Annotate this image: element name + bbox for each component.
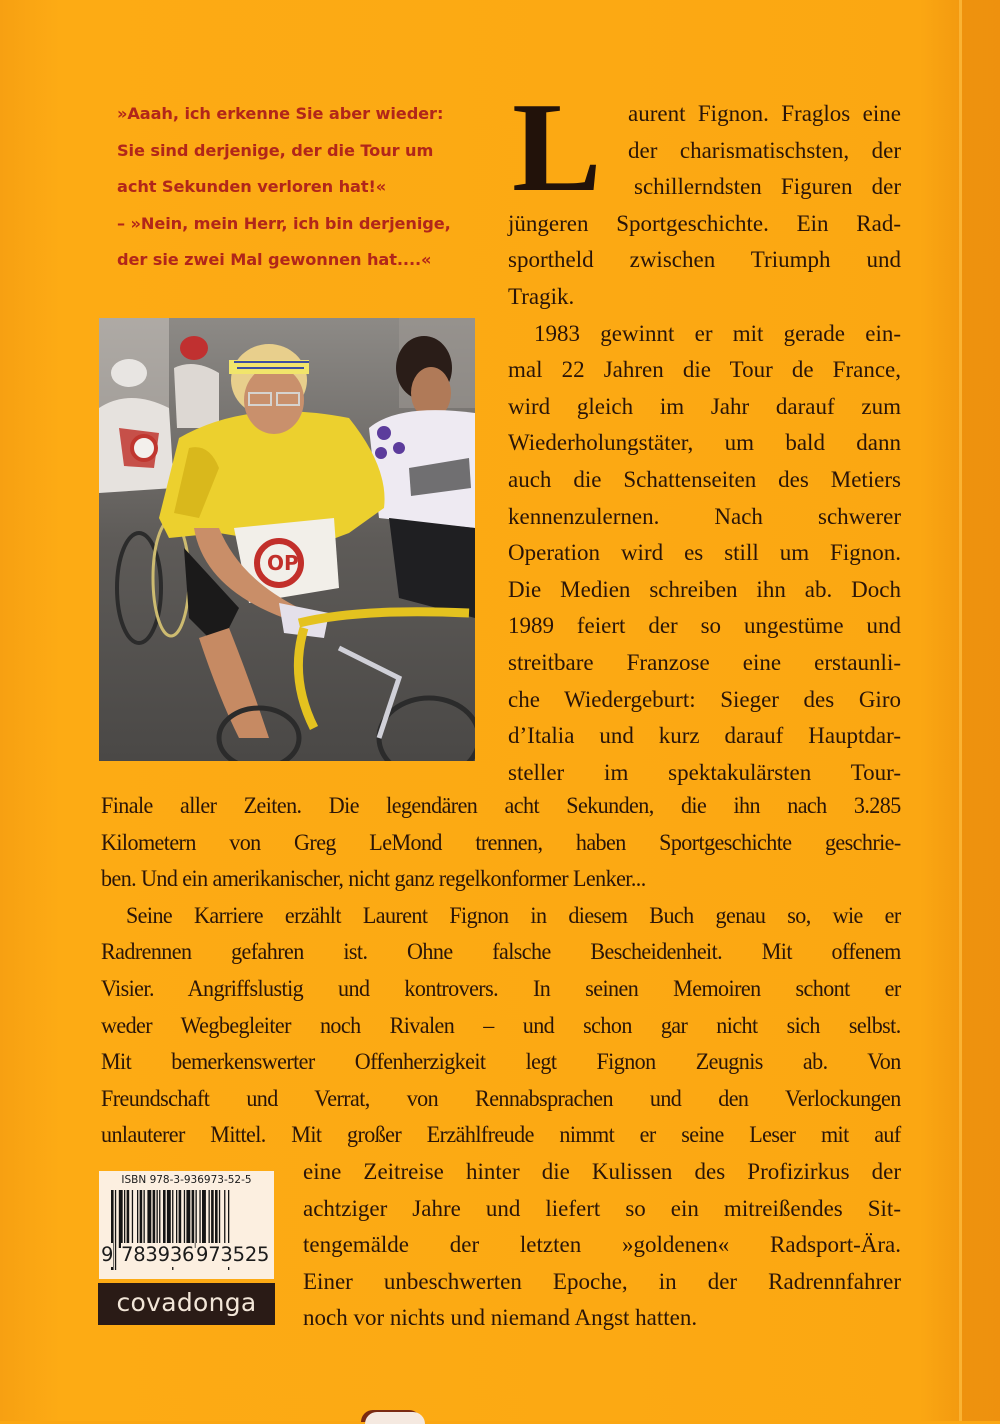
blurb-line: che Wiedergeburt: Sieger des Giro: [508, 686, 901, 712]
blurb-line: Einer unbeschwerten Epoche, in der Radrennfahrer: [303, 1268, 901, 1294]
barcode-bar: [132, 1190, 133, 1248]
barcode-bar: [186, 1190, 190, 1248]
barcode-bar: [159, 1190, 160, 1248]
blurb-line: noch vor nichts und niemand Angst hatten.: [303, 1305, 698, 1331]
barcode-digit-first: 9: [101, 1243, 114, 1266]
blurb-line: Finale aller Zeiten. Die legendären acht Sekunden, die ihn nach 3.285: [101, 793, 901, 818]
barcode-digits: [99, 1243, 274, 1269]
barcode-digits-left: 783936: [121, 1243, 195, 1266]
quote-line: – »Nein, mein Herr, ich bin derjenige,: [117, 213, 451, 233]
blurb-line: jüngeren Sportgeschichte. Ein Rad-: [508, 210, 901, 236]
blurb-line: ben. Und ein amerikanischer, nicht ganz regelkonformer Lenker...: [101, 866, 646, 892]
pull-quote: [117, 96, 487, 279]
barcode-bar: [119, 1190, 123, 1248]
barcode-bar: [224, 1190, 225, 1248]
barcode-bar: [199, 1190, 200, 1248]
barcode-bar: [137, 1190, 138, 1248]
cyclist-photo: [99, 318, 475, 761]
barcode-bar: [157, 1190, 158, 1248]
blurb-line: mal 22 Jahren die Tour de France,: [508, 357, 901, 383]
svg-text:OP: OP: [267, 551, 299, 575]
quote-line: acht Sekunden verloren hat!«: [117, 177, 387, 196]
blurb-line: Kilometern von Greg LeMond trennen, haben Sportgeschichte geschrie-: [101, 829, 901, 855]
blurb-line: auch die Schattenseiten des Metiers: [508, 466, 901, 492]
blurb-line: weder Wegbegleiter noch Rivalen – und schon gar nicht sich selbst.: [101, 1012, 901, 1038]
cover-notch: [365, 1412, 425, 1424]
barcode-bar: [140, 1190, 143, 1248]
blurb-line: d’Italia und kurz darauf Hauptdar-: [508, 723, 901, 749]
barcode-bar: [124, 1190, 125, 1248]
blurb-line: unlauterer Mittel. Mit großer Erzählfreude nimmt er seine Leser mit auf: [101, 1122, 901, 1148]
barcode-bar: [144, 1190, 145, 1248]
barcode-bar: [211, 1190, 214, 1248]
blurb-line: eine Zeitreise hinter die Kulissen des Profizirkus der: [303, 1159, 901, 1184]
barcode-bar: [176, 1190, 177, 1248]
barcode-bar: [153, 1190, 156, 1248]
barcode-bar: [215, 1190, 218, 1248]
blurb-line: 1989 feiert der so ungestüme und: [508, 613, 901, 639]
barcode-bar: [202, 1190, 206, 1248]
blurb-line: der charismatischsten, der: [628, 137, 901, 163]
blurb-right-column: [508, 76, 901, 791]
barcode-bar: [127, 1190, 130, 1248]
drop-cap: L: [512, 76, 602, 218]
blurb-line: schillerndsten Figuren der: [634, 174, 901, 200]
blurb-line: sportheld zwischen Triumph und: [508, 247, 901, 273]
isbn-barcode: [99, 1171, 274, 1279]
blurb-line: Die Medien schreiben ihn ab. Doch: [508, 576, 901, 602]
blurb-line: wird gleich im Jahr darauf zum: [508, 393, 901, 419]
barcode-bar: [167, 1190, 171, 1248]
blurb-line: tengemälde der letzten »goldenen« Radsport-Ära.: [303, 1232, 901, 1258]
publisher-logo: covadonga: [98, 1283, 275, 1325]
cyclist-photo-illustration: [99, 318, 475, 761]
blurb-line: Radrennen gefahren ist. Ohne falsche Bescheidenheit. Mit offenem: [101, 939, 901, 965]
blurb-line: streitbare Franzose eine erstaunli-: [508, 649, 901, 675]
blurb-line: aurent Fignon. Fraglos eine: [628, 101, 901, 126]
quote-line: Sie sind derjenige, der die Tour um: [117, 140, 434, 160]
barcode-bar: [209, 1190, 210, 1248]
barcode-bar: [163, 1190, 166, 1248]
blurb-line: Operation wird es still um Fignon.: [508, 540, 901, 566]
barcode-bar: [147, 1190, 151, 1248]
blurb-line: Tragik.: [508, 283, 575, 309]
blurb-line: achtziger Jahre und liefert so ein mitreißendes Sit-: [303, 1195, 901, 1221]
blurb-full-width: [101, 788, 901, 1154]
blurb-line: 1983 gewinnt er mit gerade ein-: [534, 320, 901, 346]
barcode-digits-right: 973525: [196, 1243, 270, 1266]
blurb-bottom: [303, 1154, 901, 1337]
cover-edge: [962, 0, 1000, 1421]
blurb-line: Seine Karriere erzählt Laurent Fignon in diesem Buch genau so, wie er: [125, 902, 901, 928]
barcode-bar: [184, 1190, 185, 1248]
blurb-line: Mit bemerkenswerter Offenherzigkeit legt Fignon Zeugnis ab. Von: [101, 1049, 901, 1075]
barcode-bar: [196, 1190, 197, 1248]
blurb-line: steller im spektakulärsten Tour-: [508, 759, 901, 785]
barcode-bar: [219, 1190, 220, 1248]
quote-line: der sie zwei Mal gewonnen hat....«: [117, 250, 432, 269]
blurb-line: Wiederholungstäter, um bald dann: [508, 430, 901, 456]
quote-line: »Aaah, ich erkenne Sie aber wieder:: [117, 104, 444, 123]
blurb-line: kennenzulernen. Nach schwerer: [508, 503, 901, 529]
barcode-bar: [179, 1190, 182, 1248]
blurb-line: Visier. Angriffslustig und kontrovers. In seinen Memoiren schont er: [101, 975, 901, 1001]
isbn-label: ISBN 978-3-936973-52-5: [121, 1174, 252, 1186]
blurb-line: Freundschaft und Verrat, von Rennabsprachen und den Verlockungen: [101, 1085, 901, 1111]
barcode-bar: [192, 1190, 195, 1248]
